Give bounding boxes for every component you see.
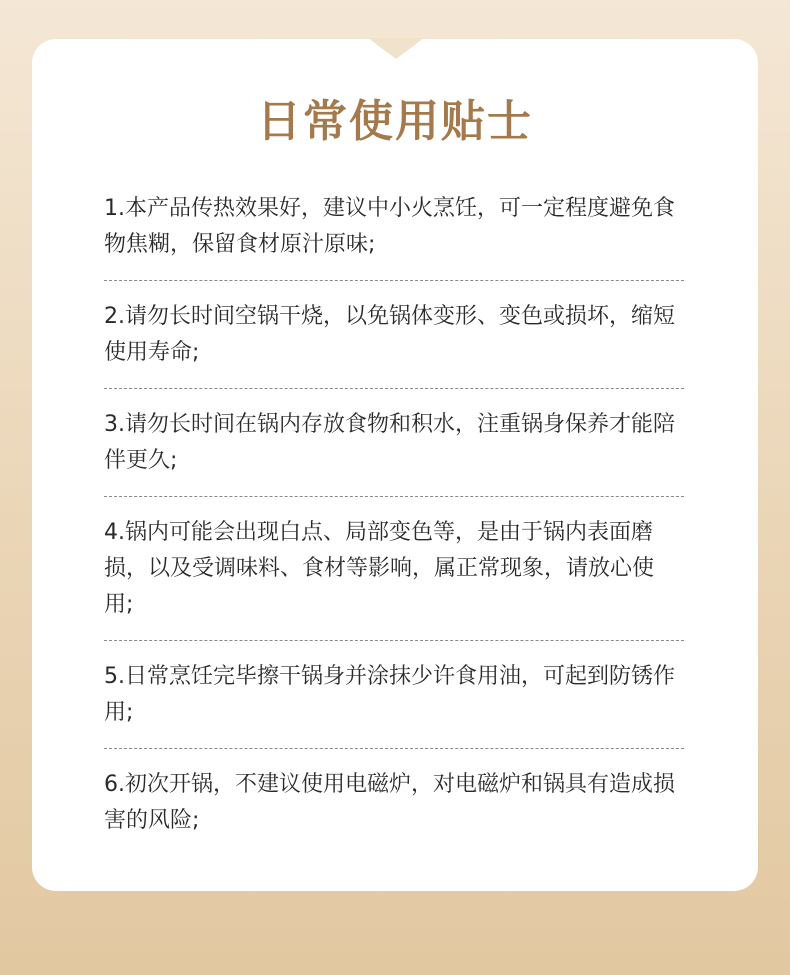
card-notch (368, 38, 424, 60)
tips-list (104, 191, 684, 839)
tip-item-2 (104, 299, 684, 371)
tip-divider (104, 748, 684, 749)
tip-text: 6.初次开锅，不建议使用电磁炉，对电磁炉和锅具有造成损害的风险; (104, 772, 675, 833)
tip-divider (104, 496, 684, 497)
tip-text: 3.请勿长时间在锅内存放食物和积水，注重锅身保养才能陪伴更久; (104, 412, 675, 473)
tip-item-3 (104, 407, 684, 479)
tip-item-1 (104, 191, 684, 263)
tip-text: 2.请勿长时间空锅干烧，以免锅体变形、变色或损坏，缩短使用寿命; (104, 304, 675, 365)
tip-text: 4.锅内可能会出现白点、局部变色等，是由于锅内表面磨损，以及受调味料、食材等影响，属正常现象，请放心使用; (104, 520, 655, 617)
tip-item-6 (104, 767, 684, 839)
tip-text: 1.本产品传热效果好，建议中小火烹饪，可一定程度避免食物焦糊，保留食材原汁原味; (104, 196, 675, 257)
tip-item-4 (104, 515, 684, 623)
tip-divider (104, 388, 684, 389)
tip-item-5 (104, 659, 684, 731)
tip-divider (104, 640, 684, 641)
tip-text: 5.日常烹饪完毕擦干锅身并涂抹少许食用油，可起到防锈作用; (104, 664, 675, 725)
tip-divider (104, 280, 684, 281)
page-title: 日常使用贴士 (257, 96, 533, 147)
